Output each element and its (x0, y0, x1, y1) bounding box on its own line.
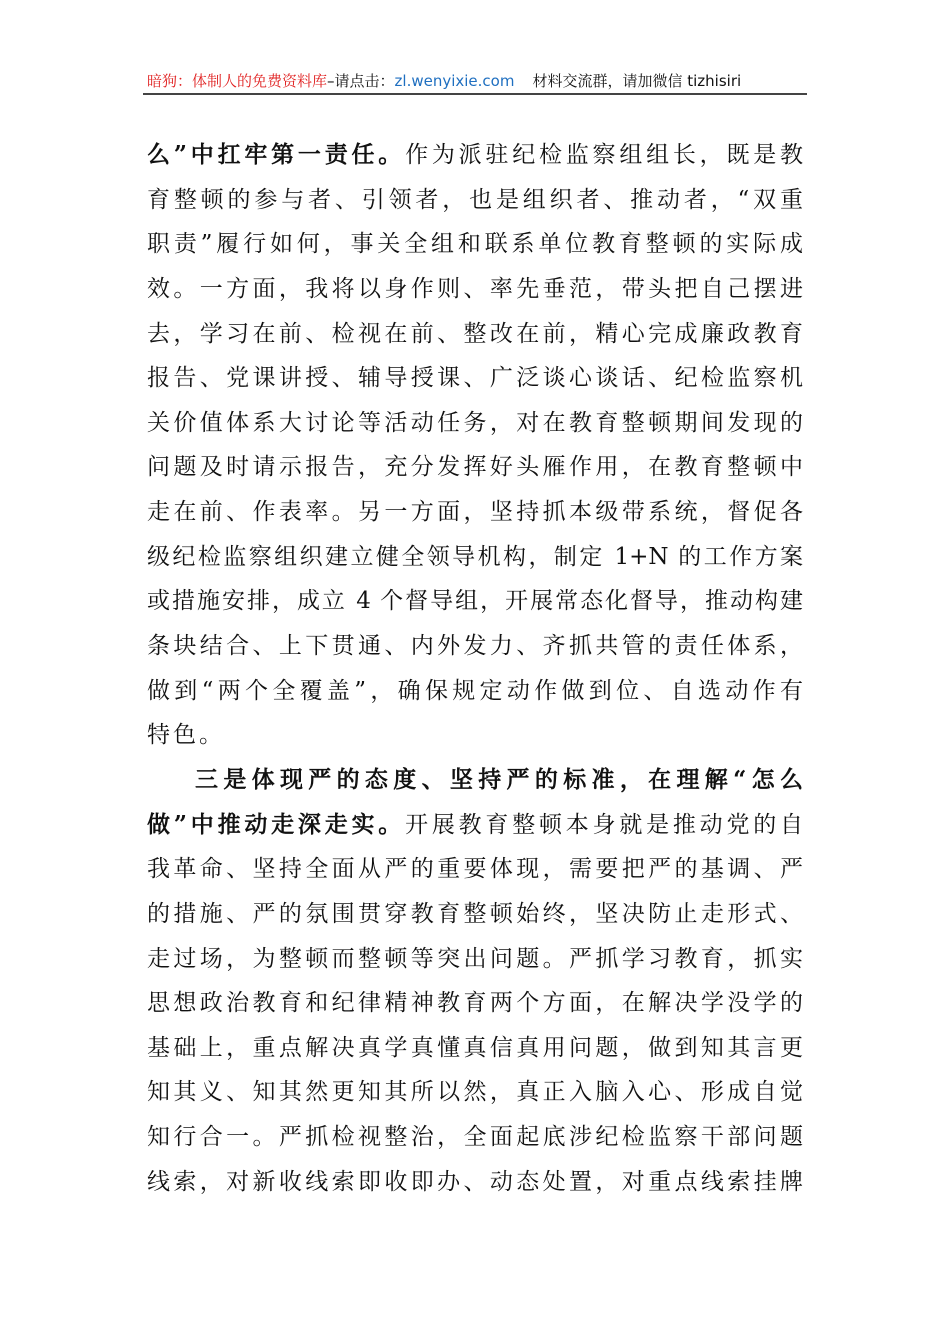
body-text: 去，学习在前、检视在前、整改在前，精心完成廉政教育 (147, 320, 803, 347)
text-line (147, 1070, 803, 1115)
body-text: 或措施安排，成立 4 个督导组，开展常态化督导，推动构建 (147, 588, 803, 615)
promo-text: 暗狗：体制人的免费资料库 (147, 72, 328, 90)
text-line (147, 937, 803, 982)
body-text: 效。一方面，我将以身作则、率先垂范，带头把自己摆进 (147, 275, 803, 302)
body-text: 知行合一。严抓检视整治，全面起底涉纪检监察干部问题 (147, 1124, 803, 1151)
text-line (147, 535, 803, 580)
text-line (147, 579, 803, 624)
promo-link[interactable]: zl.wenyixie.com (394, 72, 515, 90)
body-text: 基础上，重点解决真学真懂真信真用问题，做到知其言更 (147, 1034, 803, 1061)
text-line (147, 133, 803, 178)
body-text: 线索，对新收线索即收即办、动态处置，对重点线索挂牌 (147, 1168, 803, 1195)
body-text: 职责”履行如何，事关全组和联系单位教育整顿的实际成 (147, 231, 803, 258)
text-line (147, 267, 803, 312)
body-text: 我革命、坚持全面从严的重要体现，需要把严的基调、严 (147, 856, 803, 883)
body-text: 做到“两个全覆盖”，确保规定动作做到位、自选动作有 (147, 677, 803, 704)
text-line (147, 1160, 803, 1205)
body-text: 知其义、知其然更知其所以然，真正入脑入心、形成自觉 (147, 1079, 803, 1106)
promo-group-text: 材料交流群，请加微信 tizhisiri (532, 72, 742, 90)
text-line (147, 445, 803, 490)
body-text: 育整顿的参与者、引领者，也是组织者、推动者，“双重 (147, 186, 803, 213)
body-text: 条块结合、上下贯通、内外发力、齐抓共管的责任体系， (147, 633, 803, 660)
bold-heading-text: 么”中扛牢第一责任。 (147, 141, 406, 168)
bold-heading-text: 三是体现严的态度、坚持严的标准，在理解“怎么 (195, 765, 803, 793)
text-line (147, 1026, 803, 1071)
text-line (147, 222, 803, 267)
body-text: 问题及时请示报告，充分发挥好头雁作用，在教育整顿中 (147, 454, 803, 481)
body-text: 报告、党课讲授、辅导授课、广泛谈心谈话、纪检监察机 (147, 365, 803, 392)
text-line (147, 847, 803, 892)
text-line (147, 713, 803, 758)
page-header (147, 70, 803, 92)
body-text: 关价值体系大讨论等活动任务，对在教育整顿期间发现的 (147, 409, 803, 436)
text-line (147, 892, 803, 937)
text-line (147, 624, 803, 669)
text-line (147, 758, 803, 803)
body-text: 作为派驻纪检监察组组长，既是教 (405, 142, 803, 168)
body-text: 走在前、作表率。另一方面，坚持抓本级带系统，督促各 (147, 499, 803, 526)
text-line (147, 178, 803, 223)
text-line (147, 401, 803, 446)
text-line (147, 981, 803, 1026)
text-line (147, 312, 803, 357)
body-text: 的措施、严的氛围贯穿教育整顿始终，坚决防止走形式、 (147, 900, 803, 927)
document-body (147, 133, 803, 1204)
promo-click-text: –请点击： (327, 72, 395, 90)
text-line (147, 490, 803, 535)
text-line (147, 669, 803, 714)
body-text: 开展教育整顿本身就是推动党的自 (405, 811, 803, 838)
body-text: 走过场，为整顿而整顿等突出问题。严抓学习教育，抓实 (147, 945, 803, 972)
bold-heading-text: 做”中推动走深走实。 (147, 810, 406, 838)
body-text: 特色。 (147, 722, 225, 749)
body-text: 级纪检监察组织建立健全领导机构，制定 1+N 的工作方案 (147, 543, 803, 570)
text-line (147, 803, 803, 848)
body-text: 思想政治教育和纪律精神教育两个方面，在解决学没学的 (147, 990, 803, 1017)
text-line (147, 356, 803, 401)
text-line (147, 1115, 803, 1160)
header-divider (143, 93, 807, 95)
